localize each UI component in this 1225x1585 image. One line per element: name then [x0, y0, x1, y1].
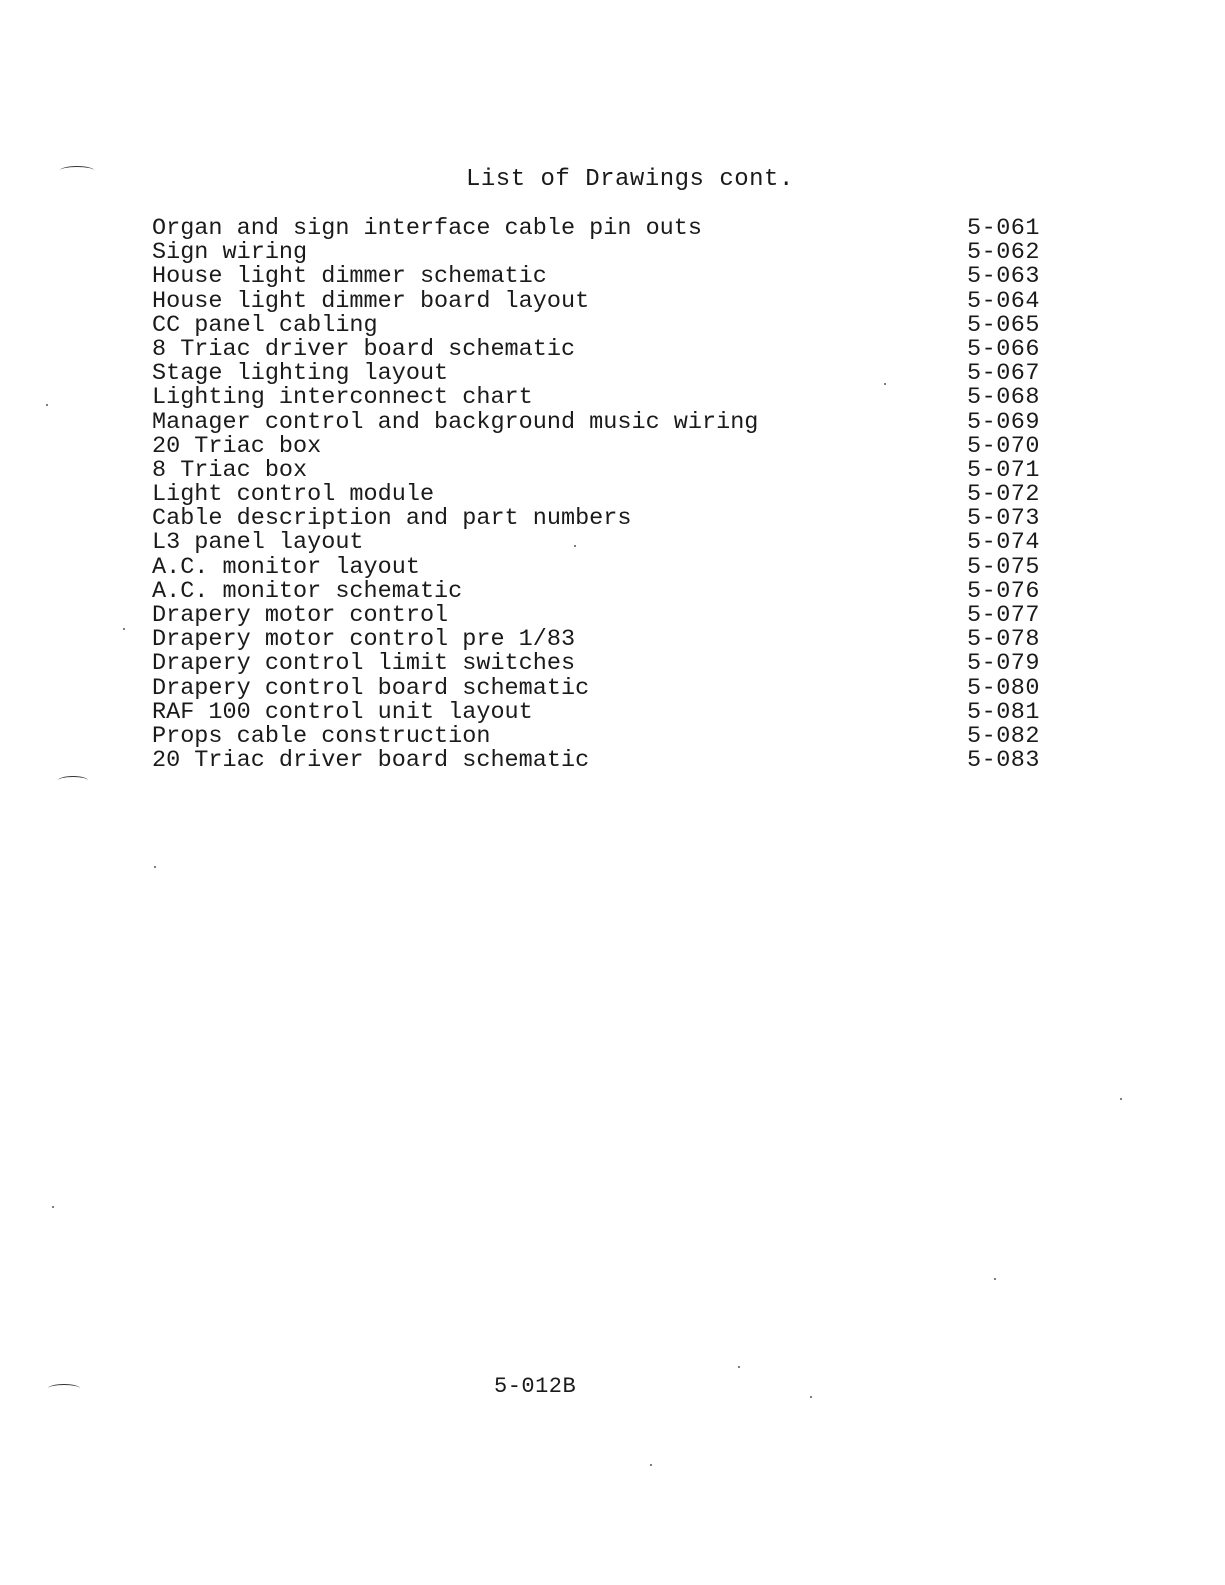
drawing-title: Manager control and background music wiring	[152, 408, 759, 436]
drawing-number: 5-067	[967, 360, 1041, 388]
list-item	[152, 241, 1052, 265]
drawing-title: RAF 100 control unit layout	[152, 698, 533, 726]
drawing-title: House light dimmer schematic	[152, 263, 547, 291]
list-item	[152, 217, 1052, 241]
drawing-title: Drapery control board schematic	[152, 674, 590, 702]
list-item	[152, 311, 1052, 339]
list-item	[152, 335, 1052, 363]
drawing-title: CC panel cabling	[152, 311, 378, 339]
list-item	[152, 674, 1052, 702]
drawing-number: 5-080	[967, 674, 1041, 702]
list-item	[152, 652, 1052, 676]
list-item	[152, 749, 1052, 773]
scan-speck	[154, 866, 156, 868]
scan-speck	[52, 1206, 54, 1208]
drawing-number: 5-061	[967, 215, 1041, 242]
drawing-number: 5-074	[967, 529, 1041, 557]
drawing-number: 5-071	[967, 456, 1041, 484]
drawing-number: 5-082	[967, 722, 1041, 750]
list-item	[152, 362, 1052, 386]
drawing-number: 5-062	[967, 239, 1041, 267]
drawing-title: Stage lighting layout	[152, 360, 449, 388]
scan-speck	[123, 628, 125, 630]
drawing-number: 5-077	[967, 602, 1041, 629]
drawing-number: 5-081	[967, 698, 1041, 726]
drawing-title: House light dimmer board layout	[152, 287, 590, 315]
drawing-number: 5-079	[967, 650, 1041, 678]
drawing-title: Sign wiring	[152, 239, 308, 267]
list-item	[152, 408, 1052, 436]
drawing-title: Drapery motor control	[152, 602, 449, 629]
drawing-number: 5-070	[967, 432, 1041, 460]
scan-speck	[650, 1464, 652, 1466]
list-item	[152, 722, 1052, 750]
drawing-title: 8 Triac driver board schematic	[152, 335, 576, 363]
list-item	[152, 432, 1052, 460]
drawing-title: Props cable construction	[152, 722, 491, 750]
drawing-number: 5-078	[967, 626, 1041, 654]
scan-mark	[60, 166, 94, 175]
drawing-title: 20 Triac driver board schematic	[152, 747, 590, 775]
drawing-number: 5-069	[967, 408, 1041, 436]
drawing-number: 5-073	[967, 505, 1041, 533]
drawing-number: 5-072	[967, 481, 1041, 509]
drawing-number: 5-066	[967, 335, 1041, 363]
scan-speck	[810, 1396, 812, 1398]
drawing-number: 5-068	[967, 384, 1041, 412]
drawing-title: Lighting interconnect chart	[152, 384, 533, 412]
list-item	[152, 507, 1052, 531]
drawing-title: A.C. monitor layout	[152, 553, 420, 581]
list-item	[152, 287, 1052, 315]
drawing-title: 8 Triac box	[152, 456, 308, 484]
drawing-title: Organ and sign interface cable pin outs	[152, 215, 702, 242]
list-item	[152, 483, 1052, 507]
list-item	[152, 456, 1052, 484]
page-title: List of Drawings cont.	[466, 166, 794, 193]
page-number: 5-012B	[494, 1374, 577, 1399]
scan-speck	[1120, 1098, 1122, 1100]
drawing-title: A.C. monitor schematic	[152, 577, 463, 605]
drawing-title: Light control module	[152, 481, 435, 509]
list-item	[152, 386, 1052, 410]
drawings-list	[152, 217, 1052, 773]
list-item	[152, 531, 1052, 555]
drawing-number: 5-075	[967, 553, 1041, 581]
scan-speck	[994, 1278, 996, 1280]
scan-speck	[46, 404, 48, 406]
drawing-number: 5-065	[967, 311, 1041, 339]
list-item	[152, 628, 1052, 652]
drawing-title: Drapery control limit switches	[152, 650, 576, 678]
scan-mark	[48, 1384, 80, 1393]
list-item	[152, 553, 1052, 581]
drawing-number: 5-083	[967, 747, 1041, 775]
list-item	[152, 604, 1052, 628]
list-item	[152, 577, 1052, 605]
scan-mark	[58, 776, 88, 785]
drawing-title: 20 Triac box	[152, 432, 322, 460]
list-item	[152, 698, 1052, 726]
list-item	[152, 265, 1052, 289]
drawing-title: L3 panel layout	[152, 529, 364, 557]
drawing-title: Cable description and part numbers	[152, 505, 632, 533]
drawing-number: 5-064	[967, 287, 1041, 315]
drawing-title: Drapery motor control pre 1/83	[152, 626, 576, 654]
drawing-number: 5-076	[967, 577, 1041, 605]
scan-speck	[738, 1366, 740, 1368]
drawing-number: 5-063	[967, 263, 1041, 291]
